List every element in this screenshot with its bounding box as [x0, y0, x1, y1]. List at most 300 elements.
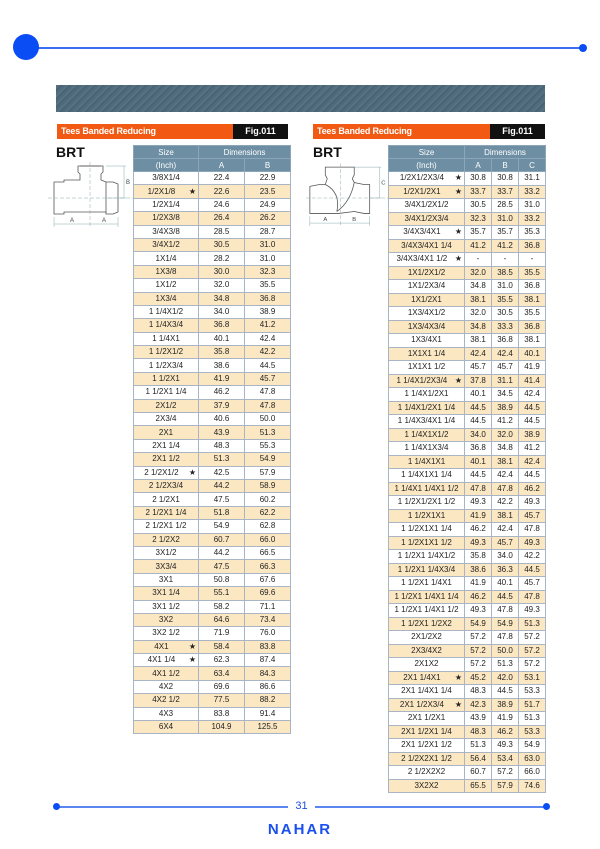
dimension-cell-a: 38.6	[199, 359, 245, 372]
size-cell	[389, 388, 465, 402]
dimension-cell-a: 44.5	[465, 415, 492, 429]
dimension-cell-b: 24.9	[245, 198, 291, 211]
dimension-cell-a: 48.3	[465, 685, 492, 699]
dimension-cell-b: 38.5	[492, 266, 519, 280]
dimension-cell-a: 30.5	[465, 199, 492, 213]
size-value: 2X1 1/2	[152, 454, 180, 464]
size-cell-content	[391, 402, 462, 414]
dimension-cell-a: 28.2	[199, 252, 245, 265]
size-cell-content	[391, 577, 462, 589]
size-cell-content	[136, 239, 196, 251]
dimension-cell-a: 41.9	[465, 509, 492, 523]
left-fig-label: Fig.011	[233, 124, 288, 139]
size-cell-content	[136, 413, 196, 425]
dimension-cell-b: 30.8	[492, 172, 519, 186]
dimension-cell-b: 69.6	[245, 587, 291, 600]
size-cell	[134, 172, 199, 185]
dimension-cell-a: 38.6	[465, 563, 492, 577]
dimension-cell-c: 42.2	[519, 550, 546, 564]
size-value: 1 1/4X1/2X1	[404, 389, 449, 399]
size-cell-content	[391, 712, 462, 724]
size-cell-content	[391, 469, 462, 481]
size-cell	[389, 550, 465, 564]
dimension-cell-c: 33.2	[519, 212, 546, 226]
table-row	[134, 667, 291, 680]
size-cell-content	[391, 334, 462, 346]
size-cell	[389, 253, 465, 267]
table-row	[134, 640, 291, 653]
size-cell-content	[391, 172, 462, 184]
table-row	[389, 617, 546, 631]
table-row	[389, 725, 546, 739]
size-value: 2X1	[158, 427, 174, 437]
size-value: 1 1/4X1/2	[148, 307, 184, 317]
dimension-cell-b: 125.5	[245, 721, 291, 734]
dimension-cell-a: 45.7	[465, 361, 492, 375]
top-rule-dot-small	[579, 44, 587, 52]
size-value: 1 1/4X1X3/4	[404, 443, 449, 453]
size-value: 1 1/4X1X1 1/4	[401, 470, 452, 480]
size-value: 1X1/2	[155, 280, 177, 290]
star-icon: ★	[454, 375, 462, 385]
dimension-cell-c: -	[519, 253, 546, 267]
size-cell-content	[136, 547, 196, 559]
size-cell-content	[391, 523, 462, 535]
size-value: 3/4X3/4X1	[403, 227, 441, 237]
dimension-cell-b: 31.0	[492, 212, 519, 226]
dimension-cell-b: 36.8	[492, 334, 519, 348]
table-row	[389, 671, 546, 685]
size-cell	[134, 560, 199, 573]
dimension-cell-a: 50.8	[199, 573, 245, 586]
size-cell	[389, 401, 465, 415]
size-cell	[389, 307, 465, 321]
dimension-cell-a: 64.6	[199, 613, 245, 626]
dimension-cell-b: 47.8	[245, 399, 291, 412]
size-cell	[134, 707, 199, 720]
table-row	[134, 359, 291, 372]
dimension-cell-c: 49.3	[519, 604, 546, 618]
footer-dot-right	[543, 803, 550, 810]
right-title-bar	[313, 124, 545, 139]
dimension-cell-b: 50.0	[492, 644, 519, 658]
dimension-cell-c: 74.6	[519, 779, 546, 793]
dimension-cell-c: 57.2	[519, 658, 546, 672]
size-cell-content	[136, 199, 196, 211]
size-value: 1 1/2X1/2X1 1/2	[397, 497, 456, 507]
star-icon: ★	[188, 186, 196, 196]
size-value: 3X1	[158, 574, 174, 584]
size-cell	[134, 587, 199, 600]
size-cell	[134, 292, 199, 305]
size-cell	[389, 374, 465, 388]
right-fig-label: Fig.011	[490, 124, 545, 139]
size-value: 2X1 1/2X1 1/4	[401, 726, 452, 736]
size-cell-content	[136, 708, 196, 720]
dimension-cell-c: 63.0	[519, 752, 546, 766]
dimension-cell-b: 31.0	[492, 280, 519, 294]
size-cell-content	[391, 780, 462, 792]
dimension-cell-c: 44.5	[519, 563, 546, 577]
dimension-cell-b: 45.7	[245, 372, 291, 385]
diagram-label-a: A	[323, 217, 328, 224]
table-row	[389, 347, 546, 361]
size-value: 2X3/4	[155, 414, 177, 424]
dimension-cell-c: 36.8	[519, 280, 546, 294]
dimension-cell-b: 57.9	[492, 779, 519, 793]
size-value: 1 1/4X1/2X3/4	[396, 375, 448, 385]
dimension-cell-c: 41.2	[519, 442, 546, 456]
dimension-cell-b: 47.8	[492, 631, 519, 645]
size-cell-content	[391, 253, 462, 265]
size-value: 1 1/2X1X1 1/2	[401, 537, 452, 547]
dimension-cell-a: 33.7	[465, 185, 492, 199]
size-cell-content	[136, 681, 196, 693]
dimension-cell-b: 60.2	[245, 493, 291, 506]
size-cell	[389, 455, 465, 469]
table-row	[134, 292, 291, 305]
dimension-cell-a: 35.8	[199, 346, 245, 359]
dimension-cell-c: 53.3	[519, 685, 546, 699]
column-header-b: B	[245, 159, 291, 172]
table-row	[134, 238, 291, 251]
size-value: 2X1/2X2	[411, 632, 442, 642]
table-row	[134, 439, 291, 452]
dimension-cell-b: 22.9	[245, 172, 291, 185]
dimension-cell-b: 36.3	[492, 563, 519, 577]
size-value: 1/2X1/2X3/4	[399, 173, 444, 183]
dimension-cell-b: 31.1	[492, 374, 519, 388]
dimension-cell-a: 57.2	[465, 631, 492, 645]
dimension-cell-a: 40.1	[465, 455, 492, 469]
size-value: 1X1/2X3/4	[407, 281, 446, 291]
table-row	[134, 520, 291, 533]
size-value: 1 1/2X1/2	[148, 347, 184, 357]
table-row	[134, 198, 291, 211]
table-row	[389, 509, 546, 523]
dimension-cell-a: 57.2	[465, 644, 492, 658]
dimension-cell-c: 57.2	[519, 631, 546, 645]
dimension-cell-c: 44.5	[519, 415, 546, 429]
size-value: 2X1 1/4X1	[403, 672, 441, 682]
dimension-cell-b: 86.6	[245, 680, 291, 693]
size-cell-content	[136, 440, 196, 452]
size-cell	[389, 469, 465, 483]
dimension-cell-b: 38.9	[492, 698, 519, 712]
table-row	[389, 752, 546, 766]
dimension-cell-b: 42.4	[492, 523, 519, 537]
size-cell	[134, 426, 199, 439]
size-value: 1 1/2X1X1 1/4	[401, 524, 452, 534]
size-cell	[134, 198, 199, 211]
left-product-code: BRT	[56, 144, 85, 160]
page-number: 31	[295, 800, 308, 812]
dimension-cell-a: 35.8	[465, 550, 492, 564]
dimension-cell-c: 40.1	[519, 347, 546, 361]
dimension-cell-b: 91.4	[245, 707, 291, 720]
table-row	[134, 613, 291, 626]
size-cell	[134, 319, 199, 332]
table-row	[134, 172, 291, 185]
size-cell-content	[391, 510, 462, 522]
table-row	[389, 307, 546, 321]
dimension-cell-b: 31.0	[245, 238, 291, 251]
size-cell-content	[136, 346, 196, 358]
table-row	[389, 698, 546, 712]
size-cell	[389, 779, 465, 793]
size-cell-content	[391, 226, 462, 238]
size-value: 1X1X1 1/2	[407, 362, 446, 372]
size-cell	[134, 479, 199, 492]
size-value: 1/2X3/8	[152, 213, 180, 223]
size-cell	[389, 212, 465, 226]
table-row	[134, 721, 291, 734]
table-row	[389, 496, 546, 510]
dimension-cell-a: 22.6	[199, 185, 245, 198]
size-cell-content	[391, 240, 462, 252]
dimension-cell-b: 88.2	[245, 694, 291, 707]
size-cell	[389, 199, 465, 213]
size-value: 1 1/2X1 1/4X1	[401, 578, 452, 588]
size-value: 1X1/2X1/2	[407, 267, 446, 277]
size-value: 1 1/2X3/4	[148, 360, 184, 370]
size-value: 1/2X1/4	[152, 199, 180, 209]
size-cell-content	[391, 537, 462, 549]
dimension-cell-b: 83.8	[245, 640, 291, 653]
size-cell-content	[391, 361, 462, 373]
footer-rule-left	[56, 806, 288, 808]
size-value: 2X1 1/4	[152, 441, 180, 450]
dimension-cell-a: 30.0	[199, 265, 245, 278]
size-value: 1 1/4X1X1/2	[404, 429, 449, 439]
size-value: 2 1/2X1/2	[144, 467, 179, 477]
size-cell	[134, 413, 199, 426]
table-row	[134, 252, 291, 265]
size-cell	[389, 185, 465, 199]
size-cell-content	[136, 212, 196, 224]
size-value: 1 1/4X3/4X1 1/4	[397, 416, 456, 426]
column-header-b: B	[492, 159, 519, 172]
table-row	[389, 293, 546, 307]
size-value: 6X4	[158, 722, 174, 732]
size-cell-content	[391, 186, 462, 198]
table-row	[134, 332, 291, 345]
dimension-cell-c: 38.1	[519, 334, 546, 348]
dimension-cell-a: 63.4	[199, 667, 245, 680]
size-cell-content	[391, 550, 462, 562]
size-value: 2X1/2	[155, 400, 177, 410]
table-row	[134, 654, 291, 667]
table-row	[134, 466, 291, 479]
star-icon: ★	[454, 173, 462, 183]
table-row	[134, 185, 291, 198]
dimension-cell-a: 30.8	[465, 172, 492, 186]
table-row	[134, 627, 291, 640]
size-value: 3/4X3/4X1 1/2	[396, 254, 448, 264]
size-cell	[389, 266, 465, 280]
dimension-cell-a: 77.5	[199, 694, 245, 707]
size-cell-content	[391, 496, 462, 508]
dimension-cell-b: 76.0	[245, 627, 291, 640]
table-row	[134, 560, 291, 573]
dimension-cell-a: 49.3	[465, 496, 492, 510]
dimension-cell-b: 34.8	[492, 442, 519, 456]
dimension-cell-a: 45.2	[465, 671, 492, 685]
dimension-cell-b: 32.0	[492, 428, 519, 442]
size-cell-content	[391, 321, 462, 333]
dimension-cell-c: 49.3	[519, 496, 546, 510]
table-row	[134, 426, 291, 439]
dimension-cell-a: 40.1	[199, 332, 245, 345]
size-value: 2 1/2X1	[152, 494, 180, 504]
dimension-cell-c: 47.8	[519, 523, 546, 537]
star-icon: ★	[454, 699, 462, 709]
table-row	[134, 372, 291, 385]
dimension-cell-a: 30.5	[199, 238, 245, 251]
dimension-cell-a: 58.4	[199, 640, 245, 653]
size-value: 3X1/2	[155, 548, 177, 558]
column-header-a: A	[465, 159, 492, 172]
size-cell-content	[391, 699, 462, 711]
size-cell	[389, 509, 465, 523]
size-cell	[134, 680, 199, 693]
top-rule-dot-large	[13, 34, 39, 60]
size-cell	[389, 577, 465, 591]
table-row	[389, 388, 546, 402]
size-value: 3/4X1/2X1/2	[404, 200, 449, 210]
dimension-cell-a: 34.8	[465, 320, 492, 334]
table-row	[134, 573, 291, 586]
dimension-cell-c: 33.2	[519, 185, 546, 199]
dimension-cell-a: 43.9	[465, 712, 492, 726]
size-value: 1 1/4X3/4	[148, 320, 184, 330]
dimension-cell-a: 47.8	[465, 482, 492, 496]
dimension-cell-b: 54.9	[492, 617, 519, 631]
dimension-cell-b: 33.7	[492, 185, 519, 199]
dimension-cell-b: -	[492, 253, 519, 267]
dimension-cell-b: 36.8	[245, 292, 291, 305]
size-value: 1X3/4X1	[411, 335, 442, 345]
dimension-cell-a: 36.8	[199, 319, 245, 332]
dimension-cell-b: 67.6	[245, 573, 291, 586]
size-cell-content	[391, 591, 462, 603]
dimension-cell-a: 71.9	[199, 627, 245, 640]
dimension-cell-b: 38.9	[492, 401, 519, 415]
dimension-cell-a: 40.6	[199, 413, 245, 426]
dimension-cell-c: 45.7	[519, 509, 546, 523]
dimension-cell-a: 34.0	[199, 305, 245, 318]
size-cell-content	[136, 453, 196, 465]
table-row	[134, 707, 291, 720]
table-row	[389, 455, 546, 469]
dimension-cell-b: 42.4	[492, 469, 519, 483]
size-cell-content	[391, 672, 462, 684]
size-value: 2X3/4X2	[411, 645, 442, 655]
dimension-cell-c: 42.4	[519, 455, 546, 469]
size-value: 3X2X2	[414, 780, 439, 790]
size-cell	[134, 613, 199, 626]
size-cell-content	[136, 319, 196, 331]
size-cell	[134, 279, 199, 292]
size-cell	[389, 739, 465, 753]
size-cell	[134, 694, 199, 707]
dimension-cell-b: 45.7	[492, 536, 519, 550]
table-row	[389, 685, 546, 699]
size-value: 1/2X1/2X1	[403, 186, 441, 196]
size-cell	[389, 631, 465, 645]
size-value: 1X1X1 1/4	[407, 348, 446, 358]
table-row	[389, 185, 546, 199]
size-cell	[134, 506, 199, 519]
size-value: 3/8X1/4	[152, 173, 180, 183]
size-cell-content	[136, 266, 196, 278]
size-cell	[389, 536, 465, 550]
size-header: Size	[134, 146, 199, 159]
dimension-cell-a: 46.2	[199, 386, 245, 399]
dimension-cell-b: 47.8	[245, 386, 291, 399]
dimension-cell-a: 60.7	[199, 533, 245, 546]
size-cell-content	[136, 520, 196, 532]
size-cell	[389, 496, 465, 510]
size-header: Size	[389, 146, 465, 159]
brand-logo: NAHAR	[267, 821, 333, 838]
size-cell-content	[391, 753, 462, 765]
dimension-cell-c: 49.3	[519, 536, 546, 550]
size-value: 1X1/2X1	[411, 294, 442, 304]
diagram-label-c: C	[381, 180, 386, 187]
dimension-cell-c: 53.3	[519, 725, 546, 739]
size-value: 1 1/2X1 1/4X1/2	[397, 551, 456, 561]
table-row	[134, 600, 291, 613]
dimension-cell-b: 62.2	[245, 506, 291, 519]
size-cell	[134, 212, 199, 225]
dimension-cell-c: 35.3	[519, 226, 546, 240]
size-cell	[134, 533, 199, 546]
size-cell	[389, 428, 465, 442]
dimension-cell-b: 31.0	[245, 252, 291, 265]
dimension-cell-a: 34.8	[199, 292, 245, 305]
size-value: 4X1	[154, 641, 169, 651]
header-banner	[56, 85, 545, 112]
size-cell	[389, 604, 465, 618]
size-cell	[134, 520, 199, 533]
size-cell-content	[391, 456, 462, 468]
diagram-label-b: B	[126, 180, 131, 186]
dimension-cell-a: 26.4	[199, 212, 245, 225]
column-header-c: C	[519, 159, 546, 172]
dimension-cell-a: 41.9	[465, 577, 492, 591]
size-cell	[389, 442, 465, 456]
dimension-cell-c: 47.8	[519, 590, 546, 604]
dimension-cell-b: 66.5	[245, 546, 291, 559]
size-cell	[389, 766, 465, 780]
dimension-cell-b: 73.4	[245, 613, 291, 626]
dimension-cell-c: 31.1	[519, 172, 546, 186]
table-row	[134, 493, 291, 506]
dimension-cell-c: 54.9	[519, 739, 546, 753]
table-row	[389, 779, 546, 793]
size-value: 3/4X1/2	[152, 240, 180, 250]
star-icon: ★	[454, 186, 462, 196]
size-cell	[389, 239, 465, 253]
dimension-cell-a: 46.2	[465, 523, 492, 537]
dimension-cell-a: 49.3	[465, 536, 492, 550]
size-cell-content	[391, 267, 462, 279]
diagram-label-a2: A	[102, 218, 107, 224]
table-row	[134, 399, 291, 412]
size-cell	[134, 359, 199, 372]
dimension-cell-a: 32.0	[465, 266, 492, 280]
